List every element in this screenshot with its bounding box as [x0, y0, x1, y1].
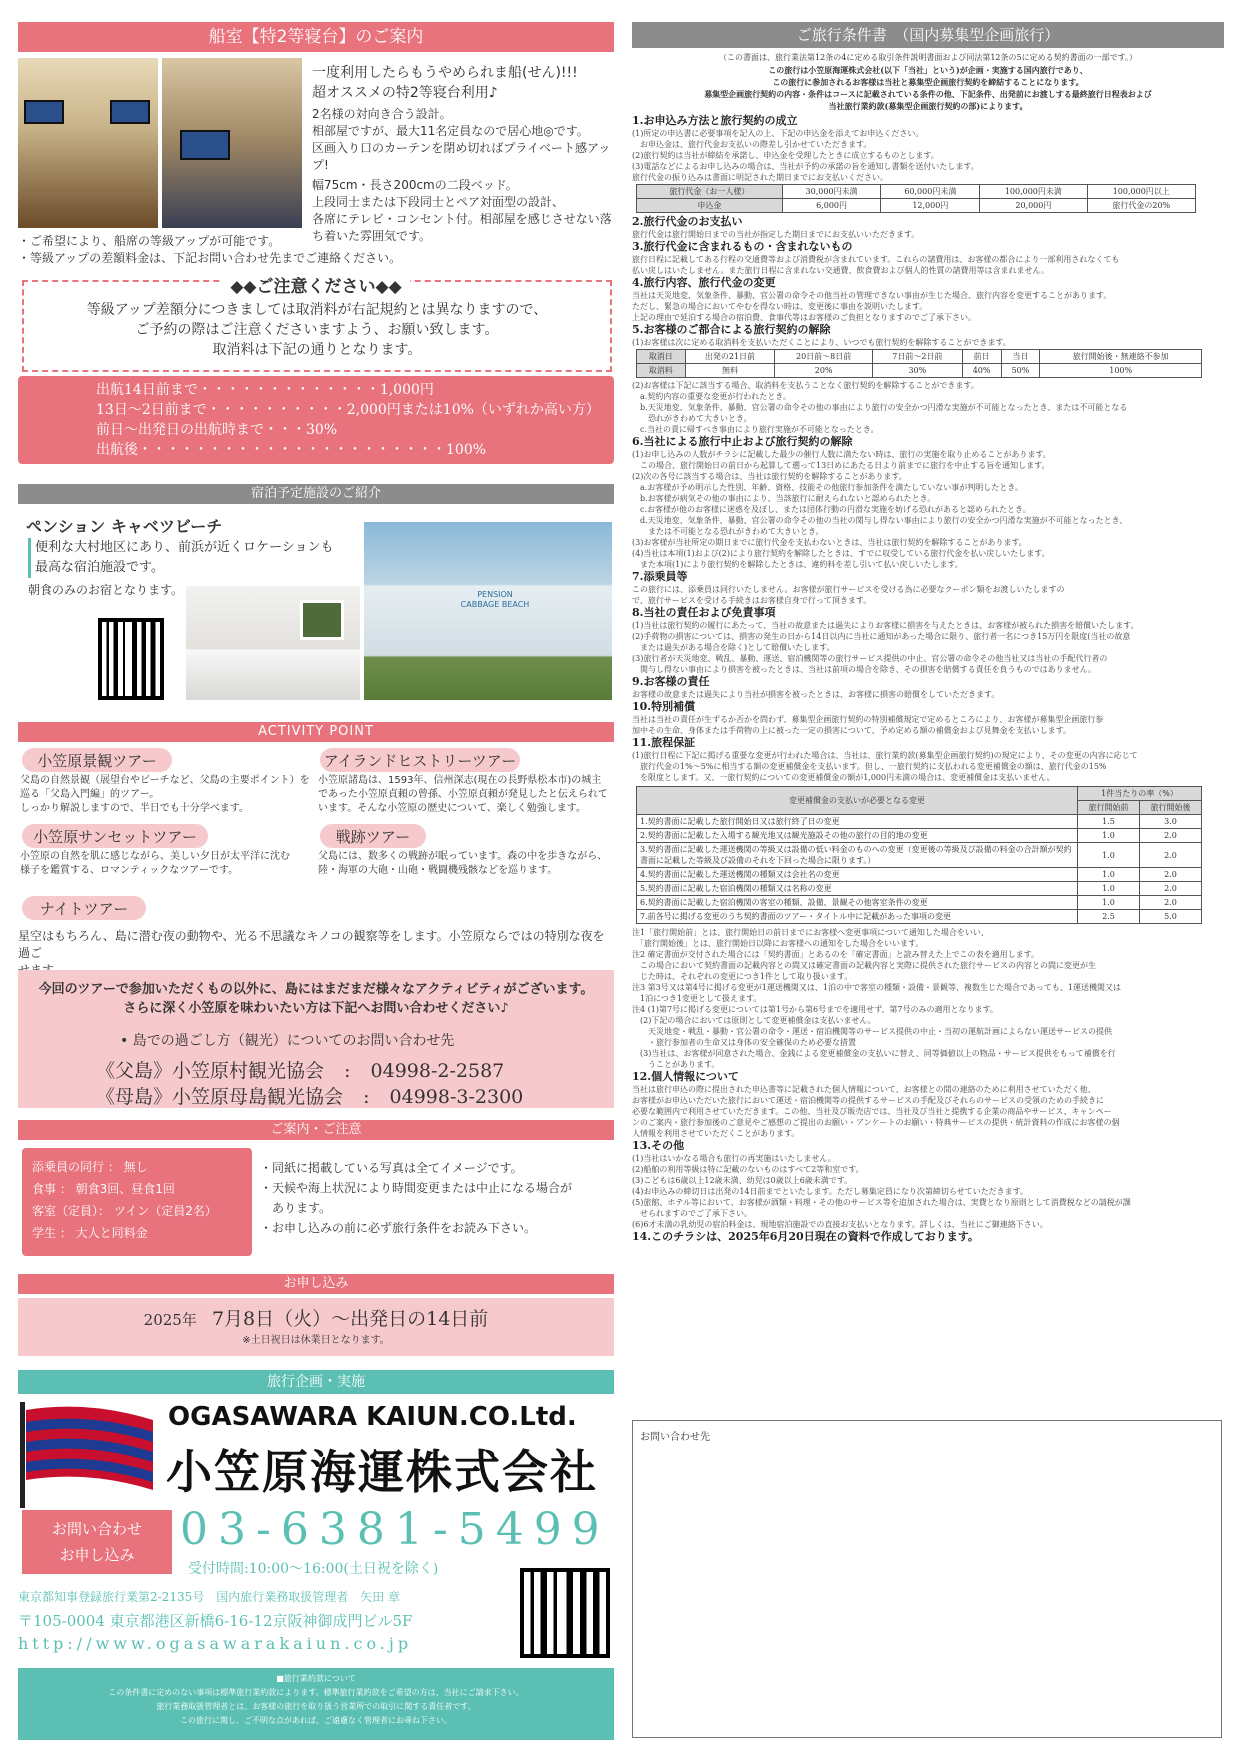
terms-line: 人情報を利用させていただくことがあります。: [632, 1129, 800, 1138]
section-4-title: 4.旅行内容、旅行代金の変更: [632, 276, 776, 289]
deposit-cell: 100,000円以上: [1087, 185, 1195, 199]
terms-line: b.天災地変、気象条件、暴動、官公署の命令その他の事由により旅行の安全かつ円滑な実施が不可能となったとき、または不可能となる: [632, 403, 1128, 412]
terms-line: (2)下記の場合においては原則として変更補償金は支払いません。: [632, 1016, 876, 1025]
section-11-title: 11.旅程保証: [632, 736, 696, 749]
contact-hahajima: [96, 1082, 523, 1109]
company-registration: 東京都知事登録旅行業第2-2135号 国内旅行業務取扱管理者 矢田 章: [18, 1590, 401, 1604]
cabin-note: ・ご希望により、船席の等級アップが可能です。: [18, 234, 281, 248]
terms-header: ご旅行条件書 （国内募集型企画旅行）: [632, 22, 1224, 48]
terms-body: [632, 114, 1224, 1244]
contact-name: 《父島》小笠原村観光協会: [96, 1060, 325, 1082]
comp-a: 1.0: [1078, 829, 1140, 843]
compensation-notes: [632, 927, 1224, 1070]
caution-line: ご予約の際はご注意くださいますよう、お願い致します。: [135, 322, 499, 338]
terms-line: (1)所定の申込書に必要事項を記入の上、下記の申込金を添えてお申込ください。: [632, 129, 924, 138]
cancel-cell: 100%: [1040, 364, 1202, 378]
terms-line: a.契約内容の重要な変更が行われたとき。: [632, 392, 791, 401]
section-7-text: [632, 584, 1224, 606]
cabin-catch-1: 一度利用したらもうやめられま船(せん)!!!: [312, 65, 578, 81]
intro-line: 募集型企画旅行契約の内容・条件はコースに記載されている条件の他、下記条件、出発前にお渡しする最終旅行日程表および: [704, 89, 1152, 99]
tour-desc-line: 陸・海軍の大砲・山砲・戦闘機残骸などを巡ります。: [318, 865, 558, 876]
comp-label: 6.契約書面に記載した宿泊機関の客室の種類、設備、景観その他客室条件の変更: [637, 896, 1078, 910]
section-14-title: 14.このチラシは、2025年6月20日現在の資料で作成しております。: [632, 1230, 979, 1243]
terms-line: を限度とします。又、一旅行契約についての変更補償金の額が1,000円未満の場合は、変更補償金は支払いません。: [632, 773, 1055, 782]
tour-3-title: 小笠原サンセットツアー: [22, 824, 208, 848]
company-hours: 受付時間:10:00～16:00(土日祝を除く): [188, 1561, 439, 1577]
intro-line: （この書面は、旅行業法第12条の4に定める取引条件説明書面および同法第12条の5に定める契約書面の一部です。）: [719, 53, 1137, 62]
lodging-note: 朝食のみのお宿となります。: [28, 583, 184, 597]
lodging-qr-code[interactable]: [98, 618, 164, 700]
fee-line: 前日～出発日の出航時まで・・・30%: [96, 422, 338, 438]
deposit-cell: 旅行代金（お一人様）: [637, 185, 783, 199]
guide-header: ご案内・ご注意: [18, 1120, 614, 1140]
section-13-text: [632, 1153, 1224, 1230]
terms-line: 注2 確定書面が交付された場合には「契約書面」とあるのを「確定書面」と読み替えた上でこの表を適用します。: [632, 950, 1039, 959]
section-3-text: [632, 254, 1224, 276]
footer-text: [18, 1672, 614, 1728]
terms-line: 「旅行開始後」とは、旅行開始日以降にお客様への通知をした場合をいいます。: [632, 939, 924, 948]
lodging-photo-building: [364, 522, 612, 700]
comp-col: 旅行開始前: [1078, 801, 1140, 815]
terms-line: (2)お客様は下記に該当する場合、取消料を支払うことなく旅行契約を解除することができます。: [632, 381, 979, 390]
terms-line: お申込金は、旅行代金お支払いの際差し引かせていただきます。: [632, 140, 872, 149]
terms-line: (1)当社は旅行契約の履行にあたって、当社の故意または過失によりお客様に損害を与えたときは、お客様が被られた損害を賠償いたします。: [632, 621, 1139, 630]
cancel-cell: 旅行開始後・無連絡不参加: [1040, 350, 1202, 364]
tour-1-title: 小笠原景観ツアー: [22, 748, 172, 772]
cabin-header: 船室【特2等寝台】のご案内: [18, 22, 614, 52]
activity-header: ACTIVITY POINT: [18, 722, 614, 742]
section-6-title: 6.当社による旅行中止および旅行契約の解除: [632, 435, 853, 448]
comp-b: 2.0: [1140, 868, 1202, 882]
comp-head-row: [637, 787, 1202, 801]
contact-sep: :: [363, 1086, 370, 1108]
comp-b: 2.0: [1140, 896, 1202, 910]
terms-line: 注3 第3号又は第4号に掲げる変更が1運送機関又は、1泊の中で客室の種類・設備・景観等、複数生じた場合であっても、1運送機関又は: [632, 983, 1121, 992]
section-9-text: [632, 689, 1224, 700]
more-info-text: [18, 980, 614, 1018]
guide-right: [260, 1158, 572, 1238]
terms-line: 天災地変・戦乱・暴動・官公署の命令・運送・宿泊機関等のサービス提供の中止・当初の運航計画によらない運送サービスの提供: [632, 1027, 1112, 1036]
apply-date: [18, 1304, 614, 1331]
terms-line: (3)旅行者が天災地変、戦乱、暴動、運送、宿泊機関等の旅行サービス提供の中止、官公署の命令その他当社又は当社の手配代行者の: [632, 654, 1108, 663]
comp-row: [637, 868, 1202, 882]
cabin-desc: [312, 106, 612, 245]
terms-line: 旅行代金は旅行開始日までの当社が指定した期日までにお支払いいただきます。: [632, 230, 920, 239]
comp-a: 1.0: [1078, 882, 1140, 896]
comp-b: 3.0: [1140, 815, 1202, 829]
terms-line: また本項(1)により旅行契約を解除したときは、違約料を差し引いて払い戻しいたします。: [632, 560, 963, 569]
deposit-cell: 30,000円未満: [782, 185, 881, 199]
terms-line: 加中その生命、身体または手荷物の上に被った一定の損害について、予め定める額の補償金および見舞金を支払いします。: [632, 726, 1072, 735]
terms-line: じた時は、それぞれの変更につき1件として取り扱います。: [632, 972, 853, 981]
contact-chichijima: [96, 1056, 504, 1083]
contact-sep: :: [344, 1060, 351, 1082]
tour-desc-line: います。そんな小笠原の歴史について、楽しく勉強します。: [318, 803, 586, 814]
cancel-cell: 20日前～8日前: [775, 350, 873, 364]
cancel-cell: 取消料: [637, 364, 686, 378]
section-3-title: 3.旅行代金に含まれるもの・含まれないもの: [632, 240, 853, 253]
terms-line: または過失がある場合を除く)として賠償いたします。: [632, 643, 835, 652]
cabin-photo-tv-right: [110, 100, 150, 124]
comp-label: 1.契約書面に記載した旅行開始日又は旅行終了日の変更: [637, 815, 1078, 829]
section-8-title: 8.当社の責任および免責事項: [632, 606, 776, 619]
cabin-desc-line: 相部屋ですが、最大11名定員なので居心地◎です。: [312, 124, 589, 138]
lodging-desc-line: 便利な大村地区にあり、前浜が近くロケーションも: [35, 540, 334, 555]
cancel-cell: 無料: [685, 364, 775, 378]
guide-left-line: 食事 ： 朝食3回、昼食1回: [32, 1182, 175, 1196]
more-info-bullet: • 島での過ごし方（観光）についてのお問い合わせ先: [120, 1033, 455, 1049]
caution-line: 取消料は下記の通りとなります。: [212, 342, 422, 358]
section-5b-text: [632, 380, 1224, 435]
terms-line: お客様の故意または過失により当社が損害を被ったときは、お客様に損害の賠償をしていただきます。: [632, 690, 1000, 699]
terms-line: (1)当社はいかなる場合も旅行の再実施はいたしません。: [632, 1154, 836, 1163]
terms-line: 旅行代金の1%～5%に相当する額の変更補償金を支払います。但し、一旅行契約に支払われる変更補償金の額は、旅行代金の15%: [632, 762, 1107, 771]
cabin-note: ・等級アップの差額料金は、下記お問い合わせ先までご連絡ください。: [18, 251, 402, 265]
comp-b: 2.0: [1140, 843, 1202, 868]
terms-line: 上記の理由で延泊する場合の宿泊費、食事代等はお客様のご負担となりますのでご了承下さい。: [632, 313, 976, 322]
caution-text: [22, 300, 612, 360]
terms-line: (6)6才未満の乳幼児の宿泊料金は、現地宿泊施設での直接お支払いとなります。詳しくは、当社にご御連絡下さい。: [632, 1220, 1048, 1229]
section-5-text: [632, 337, 1224, 348]
comp-head-rate: 1件当たりの率（%）: [1078, 787, 1202, 801]
terms-line: (1)お客様は次に定める取消料を支払いただくことにより、いつでも旅行契約を解除することができます。: [632, 338, 1011, 347]
tour-desc-line: しっかり解説しますので、半日でも十分学べます。: [20, 803, 249, 814]
cabin-photo-main: [18, 58, 158, 228]
comp-row: [637, 829, 1202, 843]
contact-label-line: お問い合わせ: [51, 1520, 142, 1538]
comp-a: 1.0: [1078, 868, 1140, 882]
comp-label: 2.契約書面に記載した入場する観光地又は観光施設その他の旅行の目的地の変更: [637, 829, 1078, 843]
cancel-cell: 取消日: [637, 350, 686, 364]
terms-line: (2)船舶の利用等級は特に記載のないものはすべて2等和室です。: [632, 1165, 864, 1174]
terms-line: 関与し得ない事由により損害を被ったときは、当社は前項の場合を除き、その損害を賠償する責任を負うものではありません。: [632, 665, 1097, 674]
deposit-cell: 6,000円: [782, 199, 881, 213]
tour-4-desc: [318, 850, 614, 878]
guide-right-line: ・同紙に掲載している写真は全てイメージです。: [260, 1161, 523, 1175]
deposit-cell: 申込金: [637, 199, 783, 213]
deposit-cell: 60,000円未満: [881, 185, 980, 199]
terms-line: (3)こどもは6歳以上12歳未満、幼児は0歳以上6歳未満です。: [632, 1176, 853, 1185]
terms-line: うことがあります。: [632, 1060, 720, 1069]
section-4-text: [632, 290, 1224, 323]
deposit-cell: 20,000円: [980, 199, 1087, 213]
terms-line: b.お客様が病気その他の事由により、当該旅行に耐えられないと認められたとき。: [632, 494, 936, 503]
terms-line: (2)手荷物の損害については、損害の発生の日から14日以内に当社に通知があった場合に限り、旅行者一名につき15万円を限度(当社の故意: [632, 632, 1131, 641]
comp-label: 7.前各号に掲げる変更のうち契約書面のツアー・タイトル中に記載があった事項の変更: [637, 910, 1078, 924]
night-tour-title: ナイトツアー: [22, 896, 146, 920]
terms-line: (2)旅行契約は当社が締結を承諾し、申込金を受理したときに成立するものとします。: [632, 151, 939, 160]
terms-line: (4)お申込みの締切日は出発の14日前までといたします。ただし募集定員になり次第締切らせていただきます。: [632, 1187, 1028, 1196]
cabin-desc-line: 上段同士または下段同士とペア対面型の設計、: [312, 195, 565, 209]
company-flag-logo: [18, 1400, 158, 1510]
section-12-title: 12.個人情報について: [632, 1070, 739, 1083]
terms-line: (1)旅行日程に下記に掲げる重要な変更が行われた場合は、当社は、旅行業約款(募集型企画旅行契約)の規定により、その変更の内容に応じて: [632, 751, 1138, 760]
apply-header: お申し込み: [18, 1274, 614, 1294]
lodging-desc-line: 最高な宿泊施設です。: [35, 560, 164, 575]
lodging-desc: [28, 538, 333, 578]
section-2-text: [632, 229, 1224, 240]
deposit-row: [637, 185, 1196, 199]
fee-line: 出航14日前まで・・・・・・・・・・・・・1,000円: [96, 382, 434, 398]
terms-line: (1)お申し込みの人数がチラシに記載した最少の催行人数に満たない時は、旅行の実施を取り止めることがあります。: [632, 450, 1051, 459]
terms-line: ンのご案内・旅行参加後のご意見やご感想のご提出のお願い・アンケートのお願い・特典サービスの提供・統計資料の作成にお客様の個: [632, 1118, 1120, 1127]
section-12-text: [632, 1084, 1224, 1139]
guide-right-line: ・天候や海上状況により時間変更または中止になる場合が: [260, 1181, 573, 1195]
company-header: 旅行企画・実施: [18, 1370, 614, 1394]
tour-desc-line: 父島の自然景観（展望台やビーチなど、父島の主要ポイント）を: [20, 775, 310, 786]
terms-line: (3)お客様が当社所定の期日までに旅行代金を支払わないときは、当社は旅行契約を解除することがあります。: [632, 538, 1027, 547]
section-8-text: [632, 620, 1224, 675]
deposit-cell: 12,000円: [881, 199, 980, 213]
terms-line: 必要な範囲内で利用させていただきます。この他、当社及び販売店では、当社及び当社と提携する企業の商品やサービス、キャンペー: [632, 1107, 1112, 1116]
comp-a: 2.5: [1078, 910, 1140, 924]
section-11-text: [632, 750, 1224, 783]
comp-col: 旅行開始後: [1140, 801, 1202, 815]
guide-left-line: 客室（定員）： ツイン（定員2名）: [32, 1204, 217, 1218]
compensation-table: [636, 786, 1202, 924]
section-10-text: [632, 714, 1224, 736]
terms-line: で、旅行サービスを受ける手続きはお客様自身で行って頂きます。: [632, 596, 872, 605]
tour-desc-line: であった小笠原貞頼の曾孫、小笠原貞頼が発見したと伝えられて: [318, 789, 608, 800]
footer-title: ■旅行業約款について: [276, 1674, 356, 1683]
tour-desc-line: 小笠原の自然を肌に感じながら、美しい夕日が太平洋に沈む: [20, 851, 290, 862]
apply-note: ※土日祝日は休業日となります。: [242, 1335, 390, 1346]
caution-title: ◆◆ご注意ください◆◆: [18, 272, 614, 297]
terms-line: (4)当社は本項(1)および(2)により旅行契約を解除したときは、すでに収受している旅行代金を払い戻しいたします。: [632, 549, 1050, 558]
comp-a: 1.5: [1078, 815, 1140, 829]
contact-name: 《母島》小笠原母島観光協会: [96, 1086, 344, 1108]
terms-line: この場合、旅行開始日の前日から起算して遡って13日めにあたる日より前までに旅行を中止する旨を通知します。: [632, 461, 1050, 470]
cancel-cell: 30%: [872, 364, 962, 378]
cancel-cell: 20%: [775, 364, 873, 378]
tour-desc-line: 巡る「父島入門編」的ツアー。: [20, 789, 160, 800]
cabin-notes: [18, 233, 401, 267]
terms-line: ・旅行参加者の生命又は身体の安全確保のため必要な措置: [632, 1038, 856, 1047]
company-name-jp: 小笠原海運株式会社: [166, 1445, 598, 1499]
terms-line: 注1「旅行開始前」とは、旅行開始日の前日までにお客様へ変更事項について通知した場合をいい、: [632, 928, 989, 937]
caution-line: 等級アップ差額分につきましては取消料が右記規約とは異なりますので、: [86, 302, 548, 318]
comp-b: 5.0: [1140, 910, 1202, 924]
cabin-desc-line: 各席にテレビ・コンセント付。相部屋を感じさせない落ち着いた雰囲気です。: [312, 212, 612, 243]
comp-b: 2.0: [1140, 882, 1202, 896]
terms-line: この場合において契約書面の記載内容との間又は確定書面の記載内容と実際に提供された旅行サービスの内容との間に変更が生: [632, 961, 1096, 970]
lodging-header: 宿泊予定施設のご紹介: [18, 484, 614, 504]
guide-left-line: 添乗員の同行 ： 無し: [32, 1160, 148, 1174]
tour-2-title: アイランドヒストリーツアー: [320, 748, 520, 772]
cancel-cell: 40%: [962, 364, 1001, 378]
apply-year: 2025年: [143, 1311, 197, 1329]
cabin-desc-line: 幅75cm・長さ200cmの二段ベッド。: [312, 178, 518, 192]
tour-desc-line: 様子を鑑賞する、ロマンティックなツアーです。: [20, 865, 239, 876]
terms-line: この旅行には、添乗員は同行いたしません。お客様が旅行サービスを受ける為に必要なクーポン類をお渡しいたしますの: [632, 585, 1065, 594]
section-1-text: [632, 128, 1224, 183]
terms-line: 旅行代金の振り込みは書面に明記された期日までにお支払いください。: [632, 173, 888, 182]
tour-desc-line: 父島には、数多くの戦跡が眠っています。森の中を歩きながら、: [318, 851, 608, 862]
terms-line: d.天災地変、気象条件、暴動、官公署の命令その他の当社の関与し得ない事由により旅行の安全かつ円滑な実施が不可能となったとき、: [632, 516, 1128, 525]
comp-b: 2.0: [1140, 829, 1202, 843]
section-6-text: [632, 449, 1224, 570]
comp-row: [637, 882, 1202, 896]
intro-line: この旅行に参加されるお客様は当社と募集型企画旅行契約を締結することになります。: [772, 77, 1084, 87]
terms-line: c.お客様が他のお客様に迷惑を及ぼし、または団体行動の円滑な実施を妨げる恐れがあると認められたとき。: [632, 505, 1031, 514]
deposit-row: [637, 199, 1196, 213]
comp-label: 4.契約書面に記載した運送機関の種類又は会社名の変更: [637, 868, 1078, 882]
cancel-cell: 50%: [1001, 364, 1040, 378]
guide-right-line: あります。: [260, 1201, 332, 1215]
cabin-photo-tv-left: [24, 100, 64, 124]
terms-line: 恐れがきわめて大きいとき。: [632, 414, 752, 423]
cancel-cell: 7日前～2日前: [872, 350, 962, 364]
terms-line: 当社は旅行申込の際に提出された申込書等に記載された個人情報について、お客様との間の連絡のために利用させていただく他、: [632, 1085, 1096, 1094]
inquiry-box: [632, 1420, 1222, 1738]
guide-left: [32, 1156, 217, 1244]
terms-line: c.当社の責に帰すべき事由により旅行実施が不可能となったとき。: [632, 425, 879, 434]
section-7-title: 7.添乗員等: [632, 570, 688, 583]
lodging-photo-window: [300, 600, 344, 640]
terms-line: 1泊につき1変更として扱えます。: [632, 994, 762, 1003]
contact-tel[interactable]: 04998-3-2300: [389, 1086, 524, 1108]
tour-4-title: 戦跡ツアー: [320, 824, 426, 848]
company-url[interactable]: http://www.ogasawarakaiun.co.jp: [18, 1634, 413, 1653]
more-info-line: 今回のツアーで参加いただくもの以外に、島にはまだまだ様々なアクティビティがございます。: [38, 982, 594, 997]
section-9-title: 9.お客様の責任: [632, 675, 710, 688]
apply-date-range: 7月8日（火）～出発日の14日前: [211, 1308, 489, 1330]
guide-right-line: ・お申し込みの前に必ず旅行条件をお読み下さい。: [260, 1221, 537, 1235]
footer-line: この条件書に定めのない事項は標準旅行業約款によります。標準旅行業約款をご希望の方は、当社にご請求下さい。: [108, 1688, 524, 1697]
more-info-line: さらに深く小笠原を味わいたい方は下記へお問い合わせください♪: [123, 1001, 509, 1016]
company-qr-code[interactable]: [520, 1568, 610, 1658]
cancel-table: [636, 349, 1202, 378]
guide-left-line: 学生 ： 大人と同料金: [32, 1226, 148, 1240]
terms-line: 当社は天災地変、気象条件、暴動、官公署の命令その他当社の管理できない事由が生じた場合、旅行内容を変更することがあります。: [632, 291, 1112, 300]
terms-intro: [632, 52, 1224, 112]
terms-line: a.お客様が予め明示した性別、年齢、資格、技能その他旅行参加条件を満たしていない事が判明したとき。: [632, 483, 1023, 492]
comp-label: 5.契約書面に記載した宿泊機関の種類又は名称の変更: [637, 882, 1078, 896]
section-1-title: 1.お申込み方法と旅行契約の成立: [632, 114, 798, 127]
section-10-title: 10.特別補償: [632, 700, 696, 713]
fee-list: [96, 380, 600, 460]
tour-2-desc: [318, 774, 614, 816]
fee-line: 13日～2日前まで・・・・・・・・・・2,000円または10%（いずれか高い方）: [96, 402, 600, 418]
terms-line: (3)電話などによるお申し込みの場合は、当社が予約の承諾の旨を通知し書類を送付いたします。: [632, 162, 979, 171]
cancel-row: [637, 364, 1202, 378]
comp-row: [637, 843, 1202, 868]
comp-head: 変更補償金の支払いが必要となる変更: [637, 787, 1078, 815]
comp-row: [637, 910, 1202, 924]
terms-line: (3)当社は、お客様が同意された場合、金銭による変更補償金の支払いに替え、同等価値以上の物品・サービス提供をもって補償を行: [632, 1049, 1116, 1058]
contact-label-line: お申し込み: [59, 1546, 135, 1564]
terms-line: お客様がお申込いただいた旅行において運送・宿泊機関等の提供するサービスの手配及びそれらのサービスの受領のための手続きに: [632, 1096, 1104, 1105]
section-13-title: 13.その他: [632, 1139, 685, 1152]
contact-label: [22, 1516, 172, 1568]
deposit-cell: 100,000円未満: [980, 185, 1087, 199]
company-tel[interactable]: 03-6381-5499: [180, 1504, 610, 1555]
deposit-table: [636, 184, 1196, 213]
terms-line: (5)旅館、ホテル等において、お客様が酒類・料理・その他のサービス等を追加された場合は、実費となり原則として消費税などの請税が課: [632, 1198, 1131, 1207]
company-name-en: OGASAWARA KAIUN.CO.Ltd.: [168, 1402, 577, 1432]
cancel-cell: 出発の21日前: [685, 350, 775, 364]
terms-line: 払い戻しはいたしません。また旅行日程に含まれない交通費、飲食費および個人的性質の諸費用等は含まれません。: [632, 266, 1049, 275]
terms-line: ただし、緊急の場合においてやむを得ない時は、変更後に事由を説明いたします。: [632, 302, 928, 311]
cancel-cell: 前日: [962, 350, 1001, 364]
tour-1-desc: [20, 774, 310, 816]
cancel-row: [637, 350, 1202, 364]
section-2-title: 2.旅行代金のお支払い: [632, 215, 743, 228]
terms-line: (2)次の各号に該当する場合は、当社は旅行契約を解除することがあります。: [632, 472, 907, 481]
cabin-desc-line: 区画入り口のカーテンを閉め切ればプライベート感アップ!: [312, 141, 611, 172]
more-info-bullet-text: 島での過ごし方（観光）についてのお問い合わせ先: [132, 1033, 455, 1049]
lodging-name: ペンション キャベツビーチ: [26, 517, 223, 536]
intro-line: この旅行は小笠原海運株式会社(以下「当社」という)が企画・実施する国内旅行であり、: [768, 65, 1088, 75]
contact-tel[interactable]: 04998-2-2587: [370, 1060, 505, 1082]
comp-a: 1.0: [1078, 843, 1140, 868]
comp-row: [637, 815, 1202, 829]
tour-desc-line: 小笠原諸島は、1593年、信州深志(現在の長野県松本市)の城主: [318, 775, 602, 786]
fee-line: 出航後・・・・・・・・・・・・・・・・・・・・・・100%: [96, 442, 487, 458]
comp-label: 3.契約書面に記載した運送機関の等級又は設備の低い料金のものへの変更（変更後の等級及び設備の料金の合計額が契約書面に記載した等級及び設備のそれを下回った場合に限ります。）: [637, 843, 1078, 868]
comp-a: 1.0: [1078, 896, 1140, 910]
lodging-sign-line: PENSION: [477, 590, 513, 599]
terms-line: せられますのでご了承下さい。: [632, 1209, 752, 1218]
cancel-cell: 当日: [1001, 350, 1040, 364]
footer-line: この旅行に関し、ご不明な点があれば、ご遠慮なく管理者にお尋ね下さい。: [180, 1716, 452, 1725]
company-address: 〒105-0004 東京都港区新橋6-16-12京阪神御成門ビル5F: [18, 1612, 413, 1630]
cabin-photo-bed-tv: [180, 130, 230, 160]
night-desc-line: 星空はもちろん、島に潜む夜の動物や、光る不思議なキノコの観察等をします。小笠原ならではの特別な夜を過ご: [18, 929, 605, 960]
tour-3-desc: [20, 850, 310, 878]
lodging-sign-line: CABBAGE BEACH: [460, 600, 530, 609]
lodging-sign: [450, 590, 540, 610]
terms-line: 当社は当社の責任が生ずるか否かを問わず、募集型企画旅行契約の特別補償規定で定めるところにより、お客様が募集型企画旅行参: [632, 715, 1104, 724]
cabin-catch-2: 超オススメの特2等寝台利用♪: [312, 85, 498, 101]
section-5-title: 5.お客様のご都合による旅行契約の解除: [632, 323, 831, 336]
terms-line: 注4 (1)第7号に掲げる変更については第1号から第6号までを適用せず、第7号のみの適用となります。: [632, 1005, 998, 1014]
intro-line: 当社旅行業約款(募集型企画旅行契約の部)によります。: [828, 101, 1028, 111]
inquiry-label: お問い合わせ先: [640, 1432, 710, 1443]
comp-row: [637, 896, 1202, 910]
terms-line: 旅行日程に記載してある行程の交通費等および消費税が含まれています。これらの諸費用は、お客様の都合により一部利用されなくても: [632, 255, 1120, 264]
deposit-cell: 旅行代金の20%: [1087, 199, 1195, 213]
cabin-desc-line: 2名様の対向き合う設計。: [312, 107, 452, 121]
footer-line: 旅行業務取扱管理者とは、お客様の旅行を取り扱う営業所での取引に関する責任者です。: [156, 1702, 476, 1711]
terms-line: または不可能となる恐れがきわめて大きいとき。: [632, 527, 824, 536]
